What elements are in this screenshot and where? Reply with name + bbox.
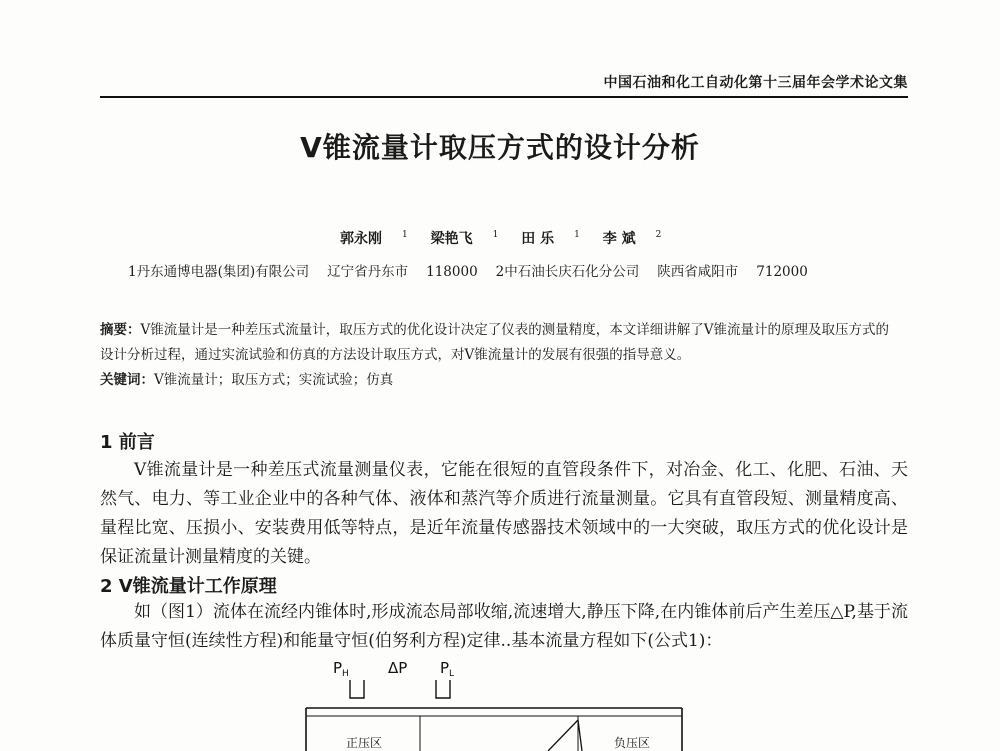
delta-p-label: ΔP [388, 659, 408, 677]
abstract: 摘要：V锥流量计是一种差压式流量计，取压方式的优化设计决定了仪表的测量精度，本文详细讲解了V锥流量计的原理及取压方式的设计分析过程，通过实流试验和仿真的方法设计取压方式，对V锥流量计的发展有很强的指导意义。 [100, 322, 889, 363]
svg-text:PL: $P_L$ [440, 659, 455, 679]
running-header: 中国石油和化工自动化第十三届年会学术论文集 [603, 75, 908, 91]
pressure-taps [350, 680, 450, 698]
section-heading: 1 前言 [100, 432, 155, 453]
svg-text:PH: $P_H$ [333, 659, 349, 679]
section-heading: 2 V锥流量计工作原理 [100, 576, 277, 597]
negative-pressure-zone-label: 负压区 [614, 736, 651, 750]
positive-pressure-zone-label: 正压区 [346, 736, 383, 750]
section-body: 如（图1）流体在流经内锥体时,形成流态局部收缩,流速增大,静压下降,在内锥体前后产生差压△P,基于流体质量守恒(连续性方程)和能量守恒(伯努利方程)定律..基本流量方程如下(公式1)： [100, 602, 908, 651]
cone-body [548, 720, 582, 751]
author: 田 乐 $^1$ [521, 230, 580, 247]
header-rule [100, 96, 908, 98]
author: 梁艳飞 $^1$ [430, 230, 499, 247]
author: 李 斌 $^2$ [602, 230, 662, 247]
author: 郭永刚 $^1$ [340, 230, 408, 247]
abstract-block [100, 318, 900, 393]
section-body: V锥流量计是一种差压式流量测量仪表，它能在很短的直管段条件下，对冶金、化工、化肥、石油、天然气、电力、等工业企业中的各种气体、液体和蒸汽等介质进行流量测量。它具有直管段短、测量精度高、量程比宽、压损小、安装费用低等特点，是近年流量传感器技术领域中的一大突破，取压方式的优化设计是保证流量计测量精度的关键。 [100, 460, 908, 567]
author-list [340, 228, 679, 248]
pipe-outline [306, 708, 682, 751]
affiliations: 1丹东通博电器(集团)有限公司 辽宁省丹东市 118000 2中石油长庆石化分公司 陕西省咸阳市 712000 [128, 264, 808, 280]
keywords: 关键词：V锥流量计；取压方式；实流试验；仿真 [100, 372, 394, 388]
paper-title: V锥流量计取压方式的设计分析 [300, 131, 700, 164]
